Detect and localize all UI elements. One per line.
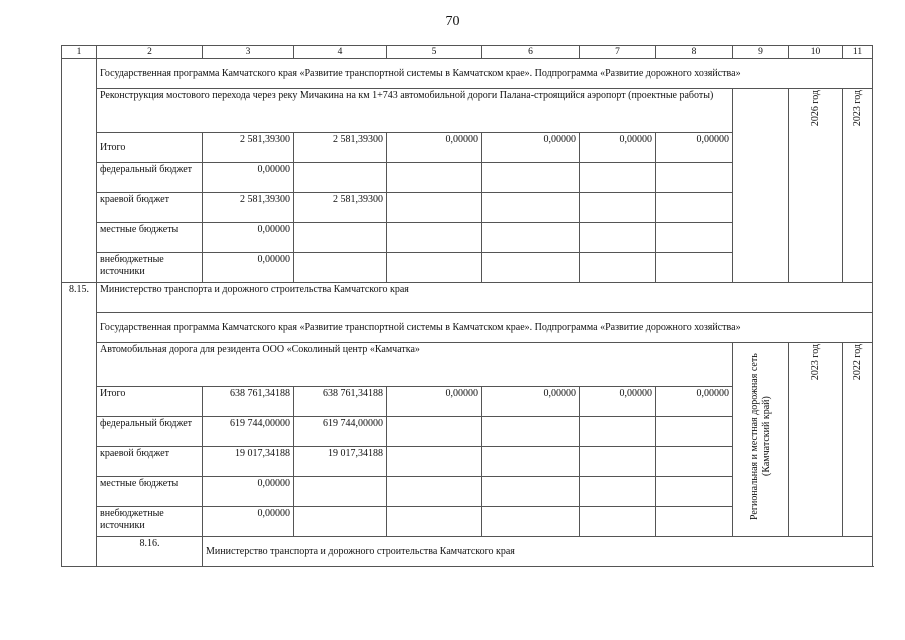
cell-c6 (482, 193, 580, 223)
col-header-11: 11 (843, 46, 873, 59)
program-row-814 (62, 59, 873, 89)
cell-c4: 2 581,39300 (294, 133, 387, 163)
cell-c4: 619 744,00000 (294, 417, 387, 447)
cell-c6 (482, 507, 580, 537)
cell-c5 (387, 417, 482, 447)
cell-c5 (387, 447, 482, 477)
cell-c4 (294, 507, 387, 537)
object-title: Реконструкция мостового перехода через реку Мичакина на км 1+743 автомобильной дороги Палана-строящийся аэропорт (проектные работы) (97, 89, 733, 133)
budget-table (61, 45, 873, 567)
cell-c3: 0,00000 (203, 163, 294, 193)
col-header-7: 7 (580, 46, 656, 59)
page-number: 70 (445, 14, 460, 29)
col9-network-815: Региональная и местная дорожная сеть (Камчатский край) (733, 343, 789, 537)
cell-c7 (580, 253, 656, 283)
col10-year-815: 2023 год (789, 343, 843, 537)
cell-c8: 0,00000 (656, 387, 733, 417)
cell-c5: 0,00000 (387, 387, 482, 417)
col-header-4: 4 (294, 46, 387, 59)
row-label: местные бюджеты (97, 223, 203, 253)
col-header-8: 8 (656, 46, 733, 59)
cell-c6: 0,00000 (482, 133, 580, 163)
cell-c3: 638 761,34188 (203, 387, 294, 417)
cell-c7 (580, 507, 656, 537)
cell-c7 (580, 477, 656, 507)
cell-c8 (656, 223, 733, 253)
ministry-row-816 (62, 537, 873, 567)
cell-c5 (387, 193, 482, 223)
row-number-815: 8.15. (62, 283, 97, 567)
ministry-row-815 (62, 283, 873, 313)
row-number-814-blank (62, 59, 97, 283)
col-header-9: 9 (733, 46, 789, 59)
ministry-title: Министерство транспорта и дорожного строительства Камчатского края (97, 283, 873, 313)
cell-c6 (482, 223, 580, 253)
cell-c6 (482, 163, 580, 193)
col11-year-814: 2023 год (843, 89, 873, 283)
ministry-title: Министерство транспорта и дорожного строительства Камчатского края (203, 537, 873, 567)
cell-c5 (387, 163, 482, 193)
cell-c3: 2 581,39300 (203, 193, 294, 223)
cell-c4: 2 581,39300 (294, 193, 387, 223)
cell-c4 (294, 223, 387, 253)
row-label: местные бюджеты (97, 477, 203, 507)
cell-c7 (580, 447, 656, 477)
cell-c7: 0,00000 (580, 387, 656, 417)
cell-c5 (387, 477, 482, 507)
column-header-row (62, 46, 873, 59)
cell-c7 (580, 163, 656, 193)
row-label: федеральный бюджет (97, 417, 203, 447)
col9-blank-814 (733, 89, 789, 283)
row-label: внебюджетные источники (97, 253, 203, 283)
cell-c6 (482, 417, 580, 447)
row-label: внебюджетные источники (97, 507, 203, 537)
cell-c3: 19 017,34188 (203, 447, 294, 477)
cell-c5: 0,00000 (387, 133, 482, 163)
cell-c8 (656, 507, 733, 537)
col-header-5: 5 (387, 46, 482, 59)
col10-year-814: 2026 год (789, 89, 843, 283)
cell-c7 (580, 417, 656, 447)
program-title: Государственная программа Камчатского края «Развитие транспортной системы в Камчатском крае». Подпрограмма «Развитие дорожного хозяйства» (97, 59, 873, 89)
col-header-6: 6 (482, 46, 580, 59)
cell-c6 (482, 253, 580, 283)
cell-c3: 0,00000 (203, 477, 294, 507)
object-row-815 (62, 343, 873, 387)
program-row-815 (62, 313, 873, 343)
cell-c4 (294, 253, 387, 283)
cell-c4 (294, 163, 387, 193)
col11-year-815: 2022 год (843, 343, 873, 537)
cell-c5 (387, 253, 482, 283)
cell-c8 (656, 193, 733, 223)
row-label: федеральный бюджет (97, 163, 203, 193)
object-row-814 (62, 89, 873, 133)
col-header-3: 3 (203, 46, 294, 59)
cell-c6 (482, 447, 580, 477)
row-label: краевой бюджет (97, 193, 203, 223)
row-label: Итого (97, 387, 203, 417)
cell-c3: 619 744,00000 (203, 417, 294, 447)
cell-c3: 2 581,39300 (203, 133, 294, 163)
cell-c7 (580, 193, 656, 223)
cell-c4 (294, 477, 387, 507)
cell-c3: 0,00000 (203, 253, 294, 283)
cell-c7 (580, 223, 656, 253)
cell-c8 (656, 163, 733, 193)
cell-c6 (482, 477, 580, 507)
col-header-2: 2 (97, 46, 203, 59)
col-header-10: 10 (789, 46, 843, 59)
cell-c5 (387, 507, 482, 537)
col-header-1: 1 (62, 46, 97, 59)
row-number-816: 8.16. (97, 537, 203, 567)
row-label: Итого (97, 133, 203, 163)
cell-c8: 0,00000 (656, 133, 733, 163)
cell-c5 (387, 223, 482, 253)
cell-c8 (656, 253, 733, 283)
cell-c3: 0,00000 (203, 223, 294, 253)
cell-c8 (656, 447, 733, 477)
cell-c3: 0,00000 (203, 507, 294, 537)
program-title: Государственная программа Камчатского края «Развитие транспортной системы в Камчатском крае». Подпрограмма «Развитие дорожного хозяйства» (97, 313, 873, 343)
object-title: Автомобильная дорога для резидента ООО «Соколиный центр «Камчатка» (97, 343, 733, 387)
cell-c4: 19 017,34188 (294, 447, 387, 477)
cell-c7: 0,00000 (580, 133, 656, 163)
cell-c4: 638 761,34188 (294, 387, 387, 417)
cell-c6: 0,00000 (482, 387, 580, 417)
cell-c8 (656, 477, 733, 507)
row-label: краевой бюджет (97, 447, 203, 477)
cell-c8 (656, 417, 733, 447)
